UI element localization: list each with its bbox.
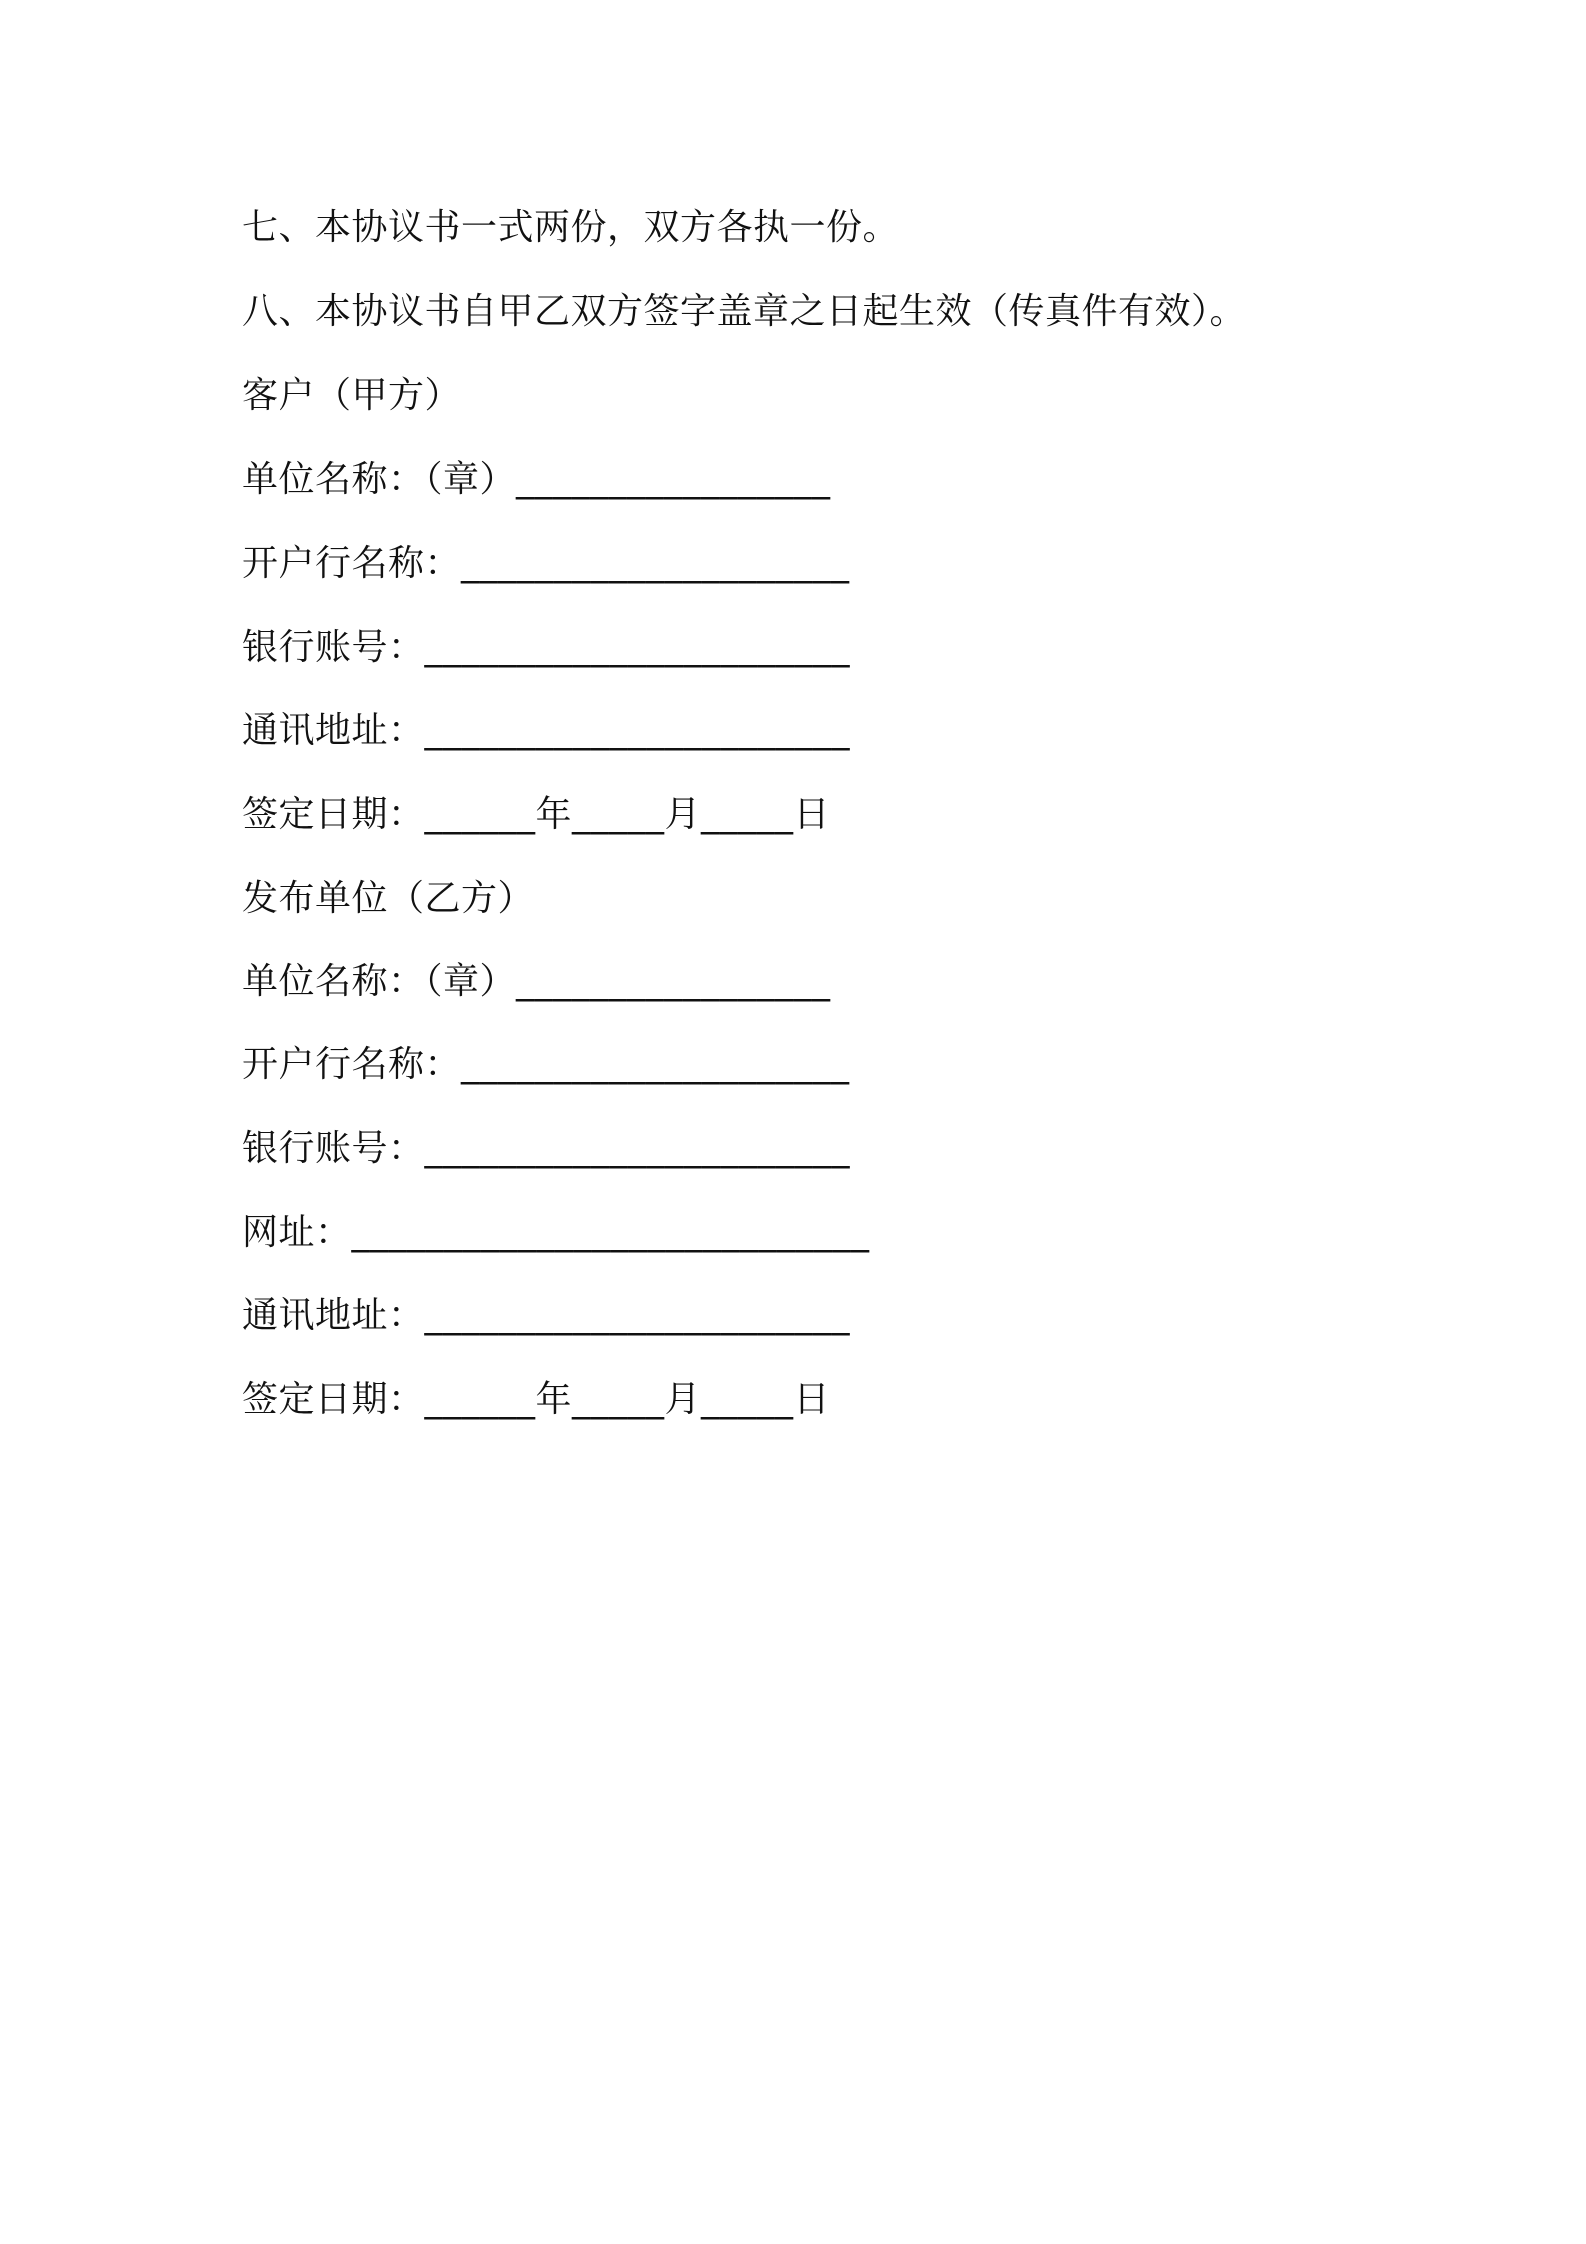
party-a-bank-name-field: 开户行名称：_____________________ xyxy=(242,543,850,584)
party-a-account-number-field: 银行账号：_______________________ xyxy=(242,627,851,668)
party-a-heading: 客户（甲方） xyxy=(242,375,462,416)
party-a-address-field: 通讯地址：_______________________ xyxy=(242,710,851,751)
party-b-company-name-field: 单位名称：（章）_________________ xyxy=(242,961,831,1002)
party-b-address-field: 通讯地址：_______________________ xyxy=(242,1295,851,1336)
party-b-heading: 发布单位（乙方） xyxy=(242,878,535,919)
clause-8: 八、本协议书自甲乙双方签字盖章之日起生效（传真件有效）。 xyxy=(242,291,1247,332)
party-b-sign-date-field: 签定日期：______年_____月_____日 xyxy=(242,1379,831,1420)
party-a-sign-date-field: 签定日期：______年_____月_____日 xyxy=(242,794,831,835)
party-b-website-field: 网址：____________________________ xyxy=(242,1212,870,1253)
party-b-bank-name-field: 开户行名称：_____________________ xyxy=(242,1044,850,1085)
party-a-company-name-field: 单位名称：（章）_________________ xyxy=(242,459,831,500)
clause-7: 七、本协议书一式两份，双方各执一份。 xyxy=(242,207,900,248)
party-b-account-number-field: 银行账号：_______________________ xyxy=(242,1128,851,1169)
